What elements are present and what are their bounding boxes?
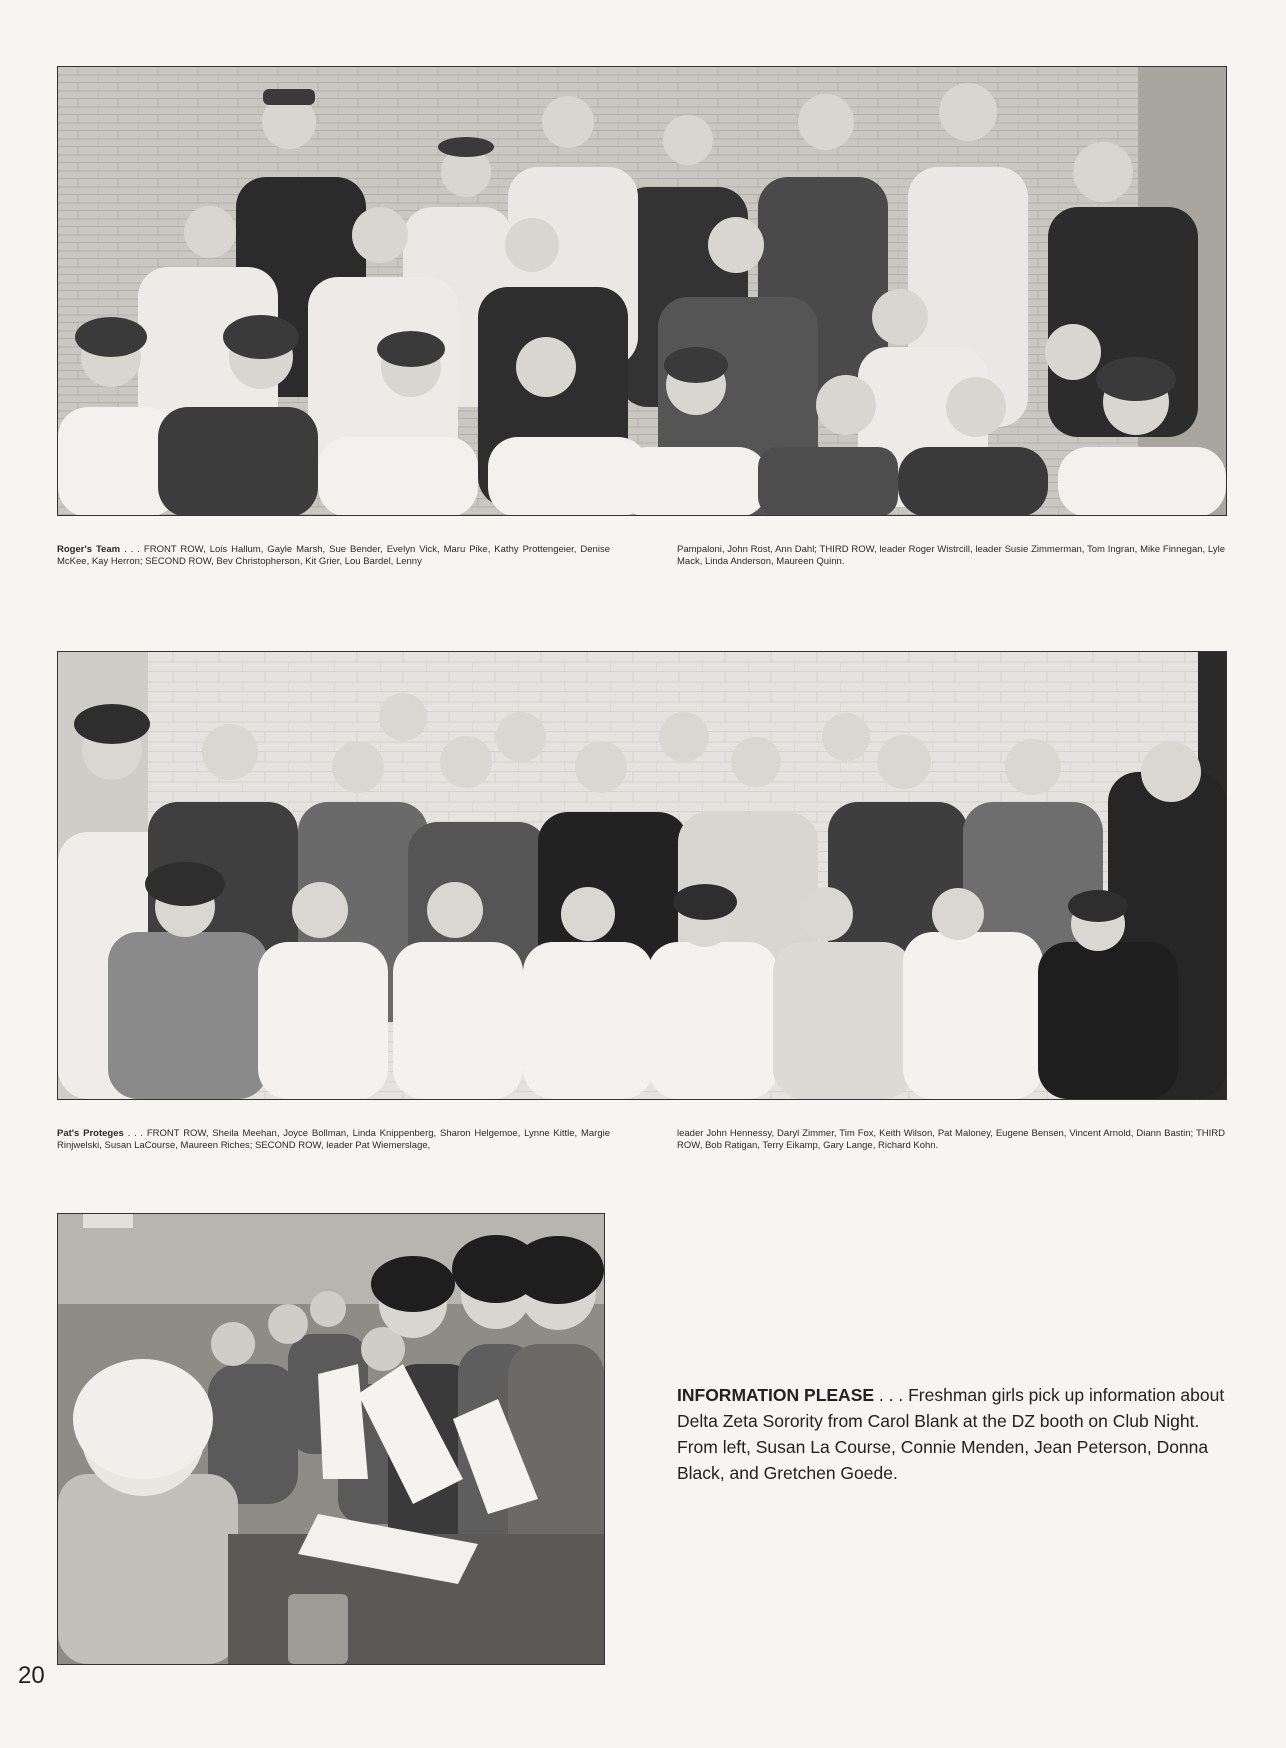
rogers-team-caption-title: Roger's Team: [57, 544, 121, 555]
rogers-team-caption-right-text: Pampaloni, John Rost, Ann Dahl; THIRD ROW, leader Roger Wistrcill, leader Susie Zimmerman, Tom Ingran, Mike Finnegan, Lyle Mack, Linda Anderson, Maureen Quinn.: [677, 544, 1225, 567]
pats-proteges-caption-right-text: leader John Hennessy, Daryl Zimmer, Tim Fox, Keith Wilson, Pat Maloney, Eugene Bensen, Vincent Arnold, Diann Bastin; THIRD ROW, Bob Ratigan, Terry Eikamp, Gary Lange, Richard Kohn.: [677, 1128, 1225, 1151]
information-please-text: . . . Freshman girls pick up information about Delta Zeta Sorority from Carol Blank at the DZ booth on Club Night. From left, Susan La Course, Connie Menden, Jean Peterson, Donna Black, and Gretchen Goede.: [677, 1385, 1225, 1483]
rogers-team-caption-right: [677, 544, 1225, 568]
rogers-team-caption-left: [57, 544, 610, 568]
club-night-photo: [57, 1213, 605, 1665]
rogers-team-caption-left-text: . . . FRONT ROW, Lois Hallum, Gayle Marsh, Sue Bender, Evelyn Vick, Maru Pike, Kathy Prottengeier, Denise McKee, Kay Herron; SECOND ROW, Bev Christopherson, Kit Grier, Lou Bardel, Lenny: [57, 544, 610, 567]
rogers-team-photo-image: [58, 67, 1226, 515]
pats-proteges-caption-title: Pat's Proteges: [57, 1128, 124, 1139]
exit-sign: [83, 1214, 133, 1228]
pats-proteges-caption-left: [57, 1128, 610, 1152]
pats-proteges-caption-right: [677, 1128, 1225, 1152]
information-please-title: INFORMATION PLEASE: [677, 1385, 875, 1405]
club-night-photo-image: [58, 1214, 604, 1664]
information-please-caption: [677, 1382, 1227, 1486]
pats-proteges-photo-image: [58, 652, 1226, 1099]
pats-proteges-photo: [57, 651, 1227, 1100]
page-number: 20: [18, 1662, 45, 1689]
pats-proteges-caption-left-text: . . . FRONT ROW, Sheila Meehan, Joyce Bollman, Linda Knippenberg, Sharon Helgemoe, Lynne Kittle, Margie Rinjwelski, Susan LaCourse, Maureen Riches; SECOND ROW, leader Pat Wiemerslage,: [57, 1128, 611, 1151]
rogers-team-photo: [57, 66, 1227, 516]
